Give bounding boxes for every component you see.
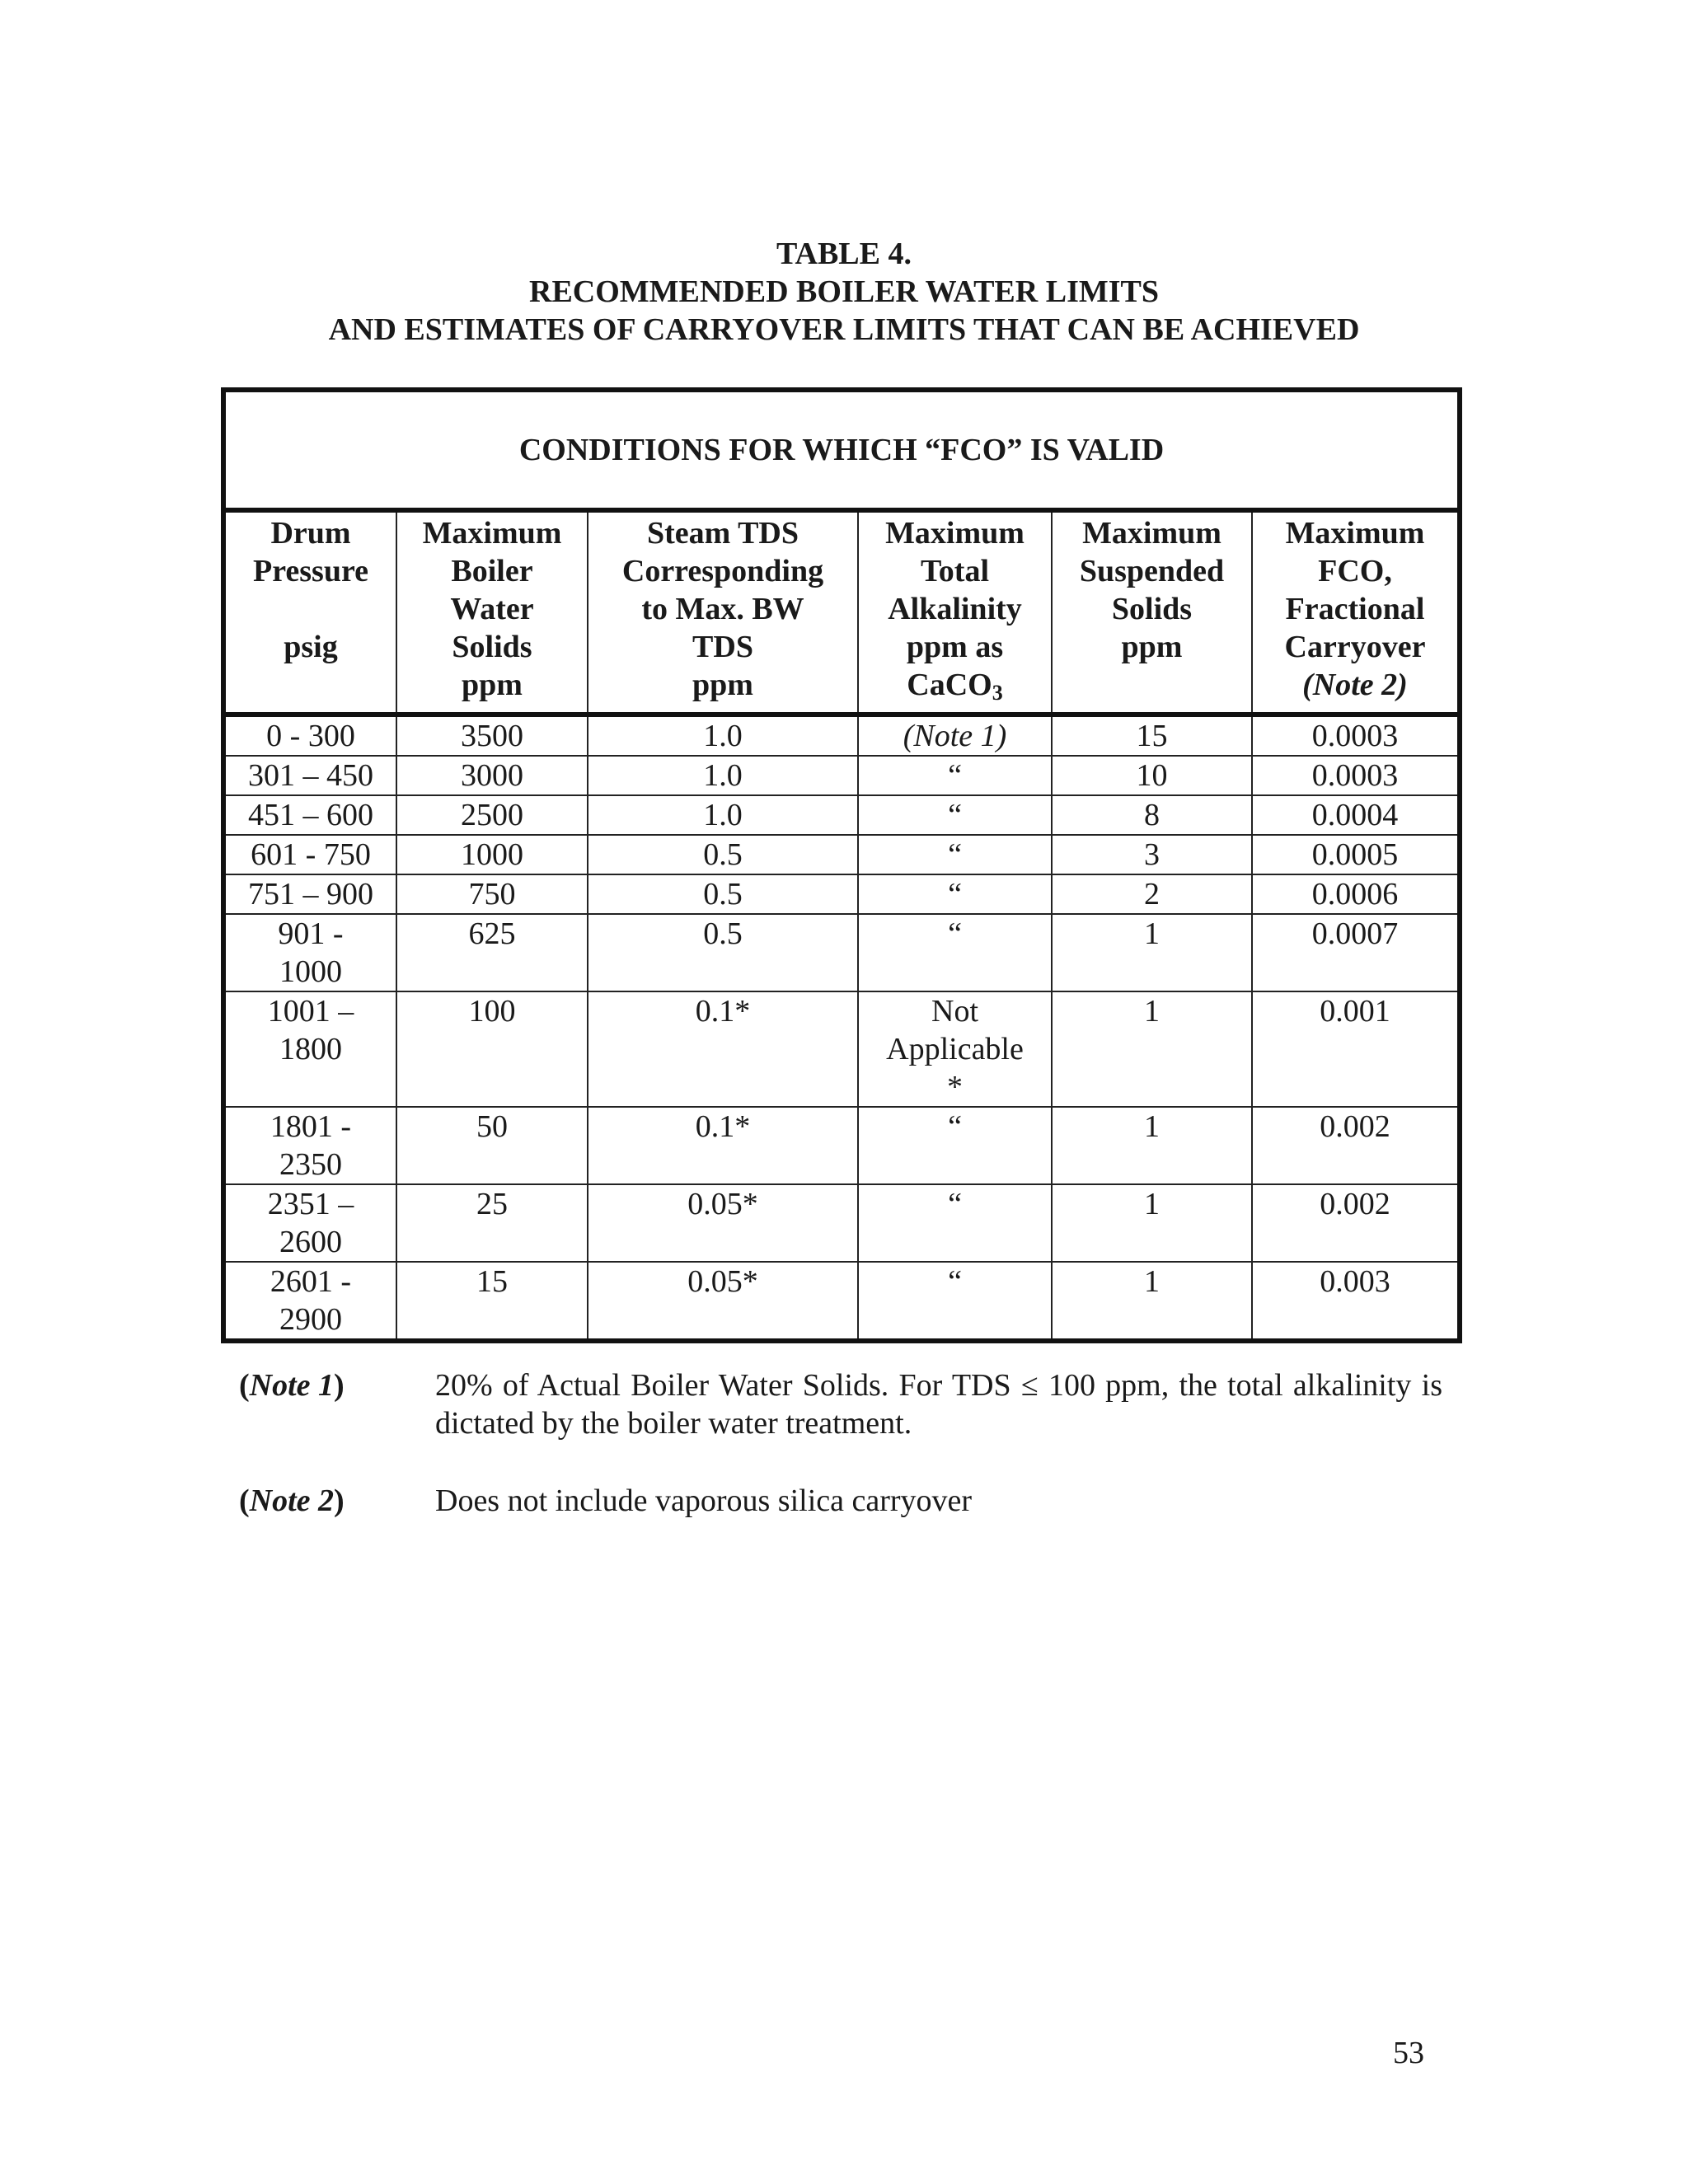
cell-alkalinity: “ <box>858 914 1052 991</box>
title-line-3: AND ESTIMATES OF CARRYOVER LIMITS THAT CAN BE ACHIEVED <box>328 312 1360 347</box>
cell-suspended: 1 <box>1052 1262 1252 1341</box>
table-row <box>223 874 1460 914</box>
cell-steam-tds: 0.1* <box>588 991 858 1107</box>
table-title <box>0 235 1688 349</box>
cell-steam-tds: 0.05* <box>588 1184 858 1262</box>
cell-suspended: 1 <box>1052 1184 1252 1262</box>
title-line-1: TABLE 4. <box>776 237 912 271</box>
page-number: 53 <box>1393 2036 1424 2070</box>
table-notes <box>239 1366 1442 1559</box>
title-line-2: RECOMMENDED BOILER WATER LIMITS <box>529 274 1159 309</box>
note-2-label: (Note 2) <box>239 1483 345 1518</box>
cell-pressure: 451 – 600 <box>223 795 396 835</box>
col-header-alkalinity: Maximum Total Alkalinity ppm as CaCO$_3$ <box>858 510 1052 715</box>
cell-alkalinity: “ <box>858 835 1052 874</box>
cell-steam-tds: 0.5 <box>588 835 858 874</box>
cell-suspended: 1 <box>1052 991 1252 1107</box>
cell-suspended: 15 <box>1052 715 1252 756</box>
cell-bw-solids: 750 <box>396 874 588 914</box>
table-row <box>223 795 1460 835</box>
cell-alkalinity: “ <box>858 1184 1052 1262</box>
cell-suspended: 2 <box>1052 874 1252 914</box>
cell-fco: 0.002 <box>1252 1107 1460 1184</box>
column-header-row <box>223 510 1460 715</box>
cell-bw-solids: 1000 <box>396 835 588 874</box>
cell-suspended: 1 <box>1052 1107 1252 1184</box>
table-row <box>223 914 1460 991</box>
cell-suspended: 8 <box>1052 795 1252 835</box>
cell-suspended: 1 <box>1052 914 1252 991</box>
boiler-water-limits-table <box>221 387 1462 1343</box>
cell-pressure: 1001 – 1800 <box>223 991 396 1107</box>
cell-suspended: 10 <box>1052 756 1252 795</box>
cell-fco: 0.0004 <box>1252 795 1460 835</box>
note-1-label: (Note 1) <box>239 1368 345 1403</box>
cell-alkalinity: (Note 1) <box>858 715 1052 756</box>
cell-fco: 0.003 <box>1252 1262 1460 1341</box>
cell-steam-tds: 0.1* <box>588 1107 858 1184</box>
cell-pressure: 2351 – 2600 <box>223 1184 396 1262</box>
cell-alkalinity: Not Applicable * <box>858 991 1052 1107</box>
cell-fco: 0.0006 <box>1252 874 1460 914</box>
col-header-bw-solids: Maximum Boiler Water Solids ppm <box>396 510 588 715</box>
col-header-drum-pressure: Drum Pressure psig <box>223 510 396 715</box>
cell-steam-tds: 1.0 <box>588 715 858 756</box>
cell-alkalinity: “ <box>858 795 1052 835</box>
cell-bw-solids: 3500 <box>396 715 588 756</box>
table-row <box>223 991 1460 1107</box>
cell-steam-tds: 0.5 <box>588 914 858 991</box>
cell-bw-solids: 3000 <box>396 756 588 795</box>
cell-pressure: 751 – 900 <box>223 874 396 914</box>
table-row <box>223 715 1460 756</box>
cell-suspended: 3 <box>1052 835 1252 874</box>
cell-alkalinity: “ <box>858 756 1052 795</box>
col-header-suspended-solids: Maximum Suspended Solids ppm <box>1052 510 1252 715</box>
cell-alkalinity: “ <box>858 1107 1052 1184</box>
cell-fco: 0.0005 <box>1252 835 1460 874</box>
cell-fco: 0.001 <box>1252 991 1460 1107</box>
note-1 <box>239 1366 1442 1442</box>
cell-pressure: 2601 - 2900 <box>223 1262 396 1341</box>
cell-alkalinity: “ <box>858 1262 1052 1341</box>
cell-bw-solids: 625 <box>396 914 588 991</box>
cell-fco: 0.0007 <box>1252 914 1460 991</box>
cell-fco: 0.002 <box>1252 1184 1460 1262</box>
table-row <box>223 835 1460 874</box>
cell-steam-tds: 1.0 <box>588 795 858 835</box>
conditions-header: CONDITIONS FOR WHICH “FCO” IS VALID <box>223 390 1460 510</box>
cell-pressure: 901 - 1000 <box>223 914 396 991</box>
note-2-text: Does not include vaporous silica carryover <box>435 1483 973 1518</box>
note-2 <box>239 1482 1442 1520</box>
table-row <box>223 1262 1460 1341</box>
cell-steam-tds: 1.0 <box>588 756 858 795</box>
cell-bw-solids: 15 <box>396 1262 588 1341</box>
cell-bw-solids: 2500 <box>396 795 588 835</box>
table-row <box>223 1184 1460 1262</box>
note-1-text: 20% of Actual Boiler Water Solids. For TDS ≤ 100 ppm, the total alkalinity is dictated by the boiler water treatment. <box>435 1368 1442 1441</box>
cell-fco: 0.0003 <box>1252 756 1460 795</box>
col-header-fco: Maximum FCO, Fractional Carryover (Note 2) <box>1252 510 1460 715</box>
cell-fco: 0.0003 <box>1252 715 1460 756</box>
table-row <box>223 756 1460 795</box>
cell-steam-tds: 0.05* <box>588 1262 858 1341</box>
cell-pressure: 0 - 300 <box>223 715 396 756</box>
table-row <box>223 1107 1460 1184</box>
cell-pressure: 601 - 750 <box>223 835 396 874</box>
cell-pressure: 1801 - 2350 <box>223 1107 396 1184</box>
cell-steam-tds: 0.5 <box>588 874 858 914</box>
cell-bw-solids: 100 <box>396 991 588 1107</box>
cell-bw-solids: 50 <box>396 1107 588 1184</box>
cell-pressure: 301 – 450 <box>223 756 396 795</box>
cell-alkalinity: “ <box>858 874 1052 914</box>
col-header-steam-tds: Steam TDS Corresponding to Max. BW TDS ppm <box>588 510 858 715</box>
cell-bw-solids: 25 <box>396 1184 588 1262</box>
